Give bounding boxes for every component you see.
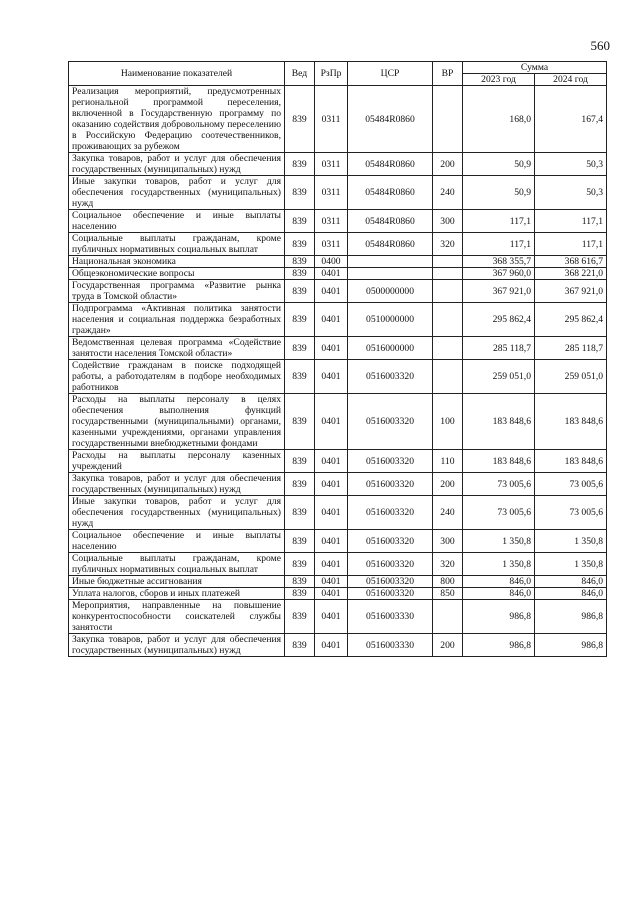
row-csr: 05484R0860	[348, 233, 433, 256]
table-body	[69, 86, 607, 657]
row-name: Расходы на выплаты персоналу в целях обеспечения выполнения функций государственными (муниципальными) органами, казенными учреждениями, органами управления государственными внебюджетными фондами	[69, 394, 285, 450]
row-ved: 839	[285, 86, 315, 153]
row-name: Содействие гражданам в поиске подходящей работы, а работодателям в подборе необходимых работников	[69, 360, 285, 394]
row-vr	[433, 337, 463, 360]
row-vr: 100	[433, 394, 463, 450]
row-csr: 0516003320	[348, 473, 433, 496]
row-name: Закупка товаров, работ и услуг для обеспечения государственных (муниципальных) нужд	[69, 153, 285, 176]
row-amount-2024: 183 848,6	[535, 450, 607, 473]
row-amount-2024: 50,3	[535, 153, 607, 176]
row-amount-2024: 259 051,0	[535, 360, 607, 394]
row-rzpr: 0401	[315, 303, 348, 337]
row-amount-2024: 50,3	[535, 176, 607, 210]
row-amount-2024: 1 350,8	[535, 553, 607, 576]
row-ved: 839	[285, 280, 315, 303]
row-amount-2024: 367 921,0	[535, 280, 607, 303]
row-name: Уплата налогов, сборов и иных платежей	[69, 588, 285, 600]
header-year-2023: 2023 год	[463, 74, 535, 86]
row-amount-2023: 1 350,8	[463, 530, 535, 553]
row-csr: 05484R0860	[348, 86, 433, 153]
row-amount-2024: 846,0	[535, 576, 607, 588]
row-amount-2024: 117,1	[535, 210, 607, 233]
table-row	[69, 634, 607, 657]
row-ved: 839	[285, 496, 315, 530]
row-ved: 839	[285, 210, 315, 233]
row-csr: 0516003320	[348, 360, 433, 394]
table-row	[69, 153, 607, 176]
table-row	[69, 280, 607, 303]
row-amount-2024: 73 005,6	[535, 473, 607, 496]
row-ved: 839	[285, 530, 315, 553]
row-rzpr: 0401	[315, 394, 348, 450]
row-name: Иные закупки товаров, работ и услуг для обеспечения государственных (муниципальных) нужд	[69, 176, 285, 210]
row-amount-2024: 846,0	[535, 588, 607, 600]
row-ved: 839	[285, 634, 315, 657]
row-amount-2023: 259 051,0	[463, 360, 535, 394]
row-rzpr: 0401	[315, 268, 348, 280]
row-name: Ведомственная целевая программа «Содействие занятости населения Томской области»	[69, 337, 285, 360]
table-row	[69, 450, 607, 473]
row-ved: 839	[285, 233, 315, 256]
table-row	[69, 576, 607, 588]
row-amount-2023: 73 005,6	[463, 473, 535, 496]
row-ved: 839	[285, 153, 315, 176]
row-vr	[433, 600, 463, 634]
header-csr: ЦСР	[348, 62, 433, 86]
row-rzpr: 0401	[315, 588, 348, 600]
row-rzpr: 0401	[315, 576, 348, 588]
row-rzpr: 0401	[315, 337, 348, 360]
row-name: Подпрограмма «Активная политика занятости населения и социальная поддержка безработных граждан»	[69, 303, 285, 337]
row-amount-2023: 285 118,7	[463, 337, 535, 360]
budget-table	[68, 61, 607, 657]
row-amount-2024: 285 118,7	[535, 337, 607, 360]
row-ved: 839	[285, 256, 315, 268]
row-csr: 05484R0860	[348, 176, 433, 210]
table-row	[69, 210, 607, 233]
row-rzpr: 0401	[315, 450, 348, 473]
row-csr: 0516003320	[348, 394, 433, 450]
table-row	[69, 360, 607, 394]
row-name: Общеэкономические вопросы	[69, 268, 285, 280]
row-csr: 0516003320	[348, 450, 433, 473]
row-rzpr: 0401	[315, 360, 348, 394]
row-csr: 05484R0860	[348, 210, 433, 233]
row-rzpr: 0401	[315, 634, 348, 657]
row-amount-2024: 167,4	[535, 86, 607, 153]
row-name: Мероприятия, направленные на повышение конкурентоспособности соискателей службы занятости	[69, 600, 285, 634]
row-amount-2024: 368 616,7	[535, 256, 607, 268]
table-row	[69, 268, 607, 280]
row-vr: 320	[433, 553, 463, 576]
header-sum: Сумма	[463, 62, 607, 74]
row-amount-2023: 846,0	[463, 588, 535, 600]
row-vr	[433, 268, 463, 280]
row-amount-2024: 295 862,4	[535, 303, 607, 337]
row-amount-2024: 368 221,0	[535, 268, 607, 280]
row-name: Социальное обеспечение и иные выплаты населению	[69, 530, 285, 553]
row-csr: 0516003330	[348, 600, 433, 634]
row-name: Иные бюджетные ассигнования	[69, 576, 285, 588]
row-ved: 839	[285, 337, 315, 360]
row-amount-2023: 183 848,6	[463, 450, 535, 473]
row-name: Иные закупки товаров, работ и услуг для обеспечения государственных (муниципальных) нужд	[69, 496, 285, 530]
row-amount-2023: 846,0	[463, 576, 535, 588]
row-amount-2024: 183 848,6	[535, 394, 607, 450]
row-ved: 839	[285, 303, 315, 337]
row-csr: 0516003320	[348, 530, 433, 553]
header-vr: ВР	[433, 62, 463, 86]
row-vr: 320	[433, 233, 463, 256]
row-csr: 0500000000	[348, 280, 433, 303]
row-name: Государственная программа «Развитие рынка труда в Томской области»	[69, 280, 285, 303]
row-csr	[348, 256, 433, 268]
row-csr: 0516000000	[348, 337, 433, 360]
row-rzpr: 0311	[315, 210, 348, 233]
row-ved: 839	[285, 553, 315, 576]
row-name: Закупка товаров, работ и услуг для обеспечения государственных (муниципальных) нужд	[69, 473, 285, 496]
row-ved: 839	[285, 176, 315, 210]
row-csr: 0516003320	[348, 588, 433, 600]
table-row	[69, 86, 607, 153]
row-rzpr: 0400	[315, 256, 348, 268]
table-row	[69, 394, 607, 450]
row-name: Расходы на выплаты персоналу казенных учреждений	[69, 450, 285, 473]
row-name: Национальная экономика	[69, 256, 285, 268]
row-vr	[433, 280, 463, 303]
row-vr	[433, 256, 463, 268]
row-amount-2024: 117,1	[535, 233, 607, 256]
row-csr: 0510000000	[348, 303, 433, 337]
row-ved: 839	[285, 473, 315, 496]
table-row	[69, 256, 607, 268]
header-name: Наименование показателей	[69, 62, 285, 86]
row-ved: 839	[285, 450, 315, 473]
row-amount-2023: 295 862,4	[463, 303, 535, 337]
table-row	[69, 530, 607, 553]
row-rzpr: 0311	[315, 233, 348, 256]
row-vr: 240	[433, 176, 463, 210]
row-rzpr: 0311	[315, 153, 348, 176]
row-amount-2023: 117,1	[463, 210, 535, 233]
row-amount-2023: 367 921,0	[463, 280, 535, 303]
row-amount-2023: 1 350,8	[463, 553, 535, 576]
row-amount-2024: 986,8	[535, 634, 607, 657]
row-amount-2023: 50,9	[463, 153, 535, 176]
row-vr: 850	[433, 588, 463, 600]
row-amount-2023: 368 355,7	[463, 256, 535, 268]
row-amount-2023: 168,0	[463, 86, 535, 153]
row-csr: 0516003320	[348, 553, 433, 576]
table-row	[69, 588, 607, 600]
row-amount-2024: 1 350,8	[535, 530, 607, 553]
table-row	[69, 303, 607, 337]
row-rzpr: 0401	[315, 496, 348, 530]
row-vr: 240	[433, 496, 463, 530]
page-number: 560	[590, 38, 610, 53]
table-row	[69, 600, 607, 634]
row-amount-2023: 986,8	[463, 600, 535, 634]
row-ved: 839	[285, 588, 315, 600]
row-ved: 839	[285, 268, 315, 280]
row-rzpr: 0311	[315, 86, 348, 153]
row-amount-2023: 117,1	[463, 233, 535, 256]
row-rzpr: 0311	[315, 176, 348, 210]
row-vr: 110	[433, 450, 463, 473]
row-csr: 0516003320	[348, 576, 433, 588]
row-rzpr: 0401	[315, 553, 348, 576]
row-amount-2023: 986,8	[463, 634, 535, 657]
table-row	[69, 176, 607, 210]
table-header	[69, 62, 607, 86]
row-amount-2024: 73 005,6	[535, 496, 607, 530]
row-csr	[348, 268, 433, 280]
row-rzpr: 0401	[315, 280, 348, 303]
row-vr: 200	[433, 153, 463, 176]
table-row	[69, 473, 607, 496]
row-vr	[433, 86, 463, 153]
row-name: Социальное обеспечение и иные выплаты населению	[69, 210, 285, 233]
header-ved: Вед	[285, 62, 315, 86]
row-rzpr: 0401	[315, 600, 348, 634]
table-row	[69, 233, 607, 256]
row-name: Социальные выплаты гражданам, кроме публичных нормативных социальных выплат	[69, 233, 285, 256]
row-vr: 300	[433, 210, 463, 233]
row-vr: 800	[433, 576, 463, 588]
header-rzpr: РзПр	[315, 62, 348, 86]
row-rzpr: 0401	[315, 530, 348, 553]
row-amount-2023: 73 005,6	[463, 496, 535, 530]
row-vr: 200	[433, 634, 463, 657]
row-csr: 0516003330	[348, 634, 433, 657]
row-name: Реализация мероприятий, предусмотренных региональной программой переселения, включенной в Государственную программу по оказанию содействия добровольному переселению в Российскую Федерацию соотечественников, проживающих за рубежом	[69, 86, 285, 153]
row-csr: 05484R0860	[348, 153, 433, 176]
row-ved: 839	[285, 576, 315, 588]
table-row	[69, 553, 607, 576]
row-vr	[433, 303, 463, 337]
row-name: Закупка товаров, работ и услуг для обеспечения государственных (муниципальных) нужд	[69, 634, 285, 657]
row-amount-2023: 183 848,6	[463, 394, 535, 450]
row-ved: 839	[285, 360, 315, 394]
row-amount-2023: 367 960,0	[463, 268, 535, 280]
row-amount-2024: 986,8	[535, 600, 607, 634]
row-amount-2023: 50,9	[463, 176, 535, 210]
row-vr: 200	[433, 473, 463, 496]
table-row	[69, 337, 607, 360]
header-year-2024: 2024 год	[535, 74, 607, 86]
row-ved: 839	[285, 600, 315, 634]
row-csr: 0516003320	[348, 496, 433, 530]
table-row	[69, 496, 607, 530]
row-ved: 839	[285, 394, 315, 450]
row-name: Социальные выплаты гражданам, кроме публичных нормативных социальных выплат	[69, 553, 285, 576]
row-rzpr: 0401	[315, 473, 348, 496]
row-vr	[433, 360, 463, 394]
row-vr: 300	[433, 530, 463, 553]
